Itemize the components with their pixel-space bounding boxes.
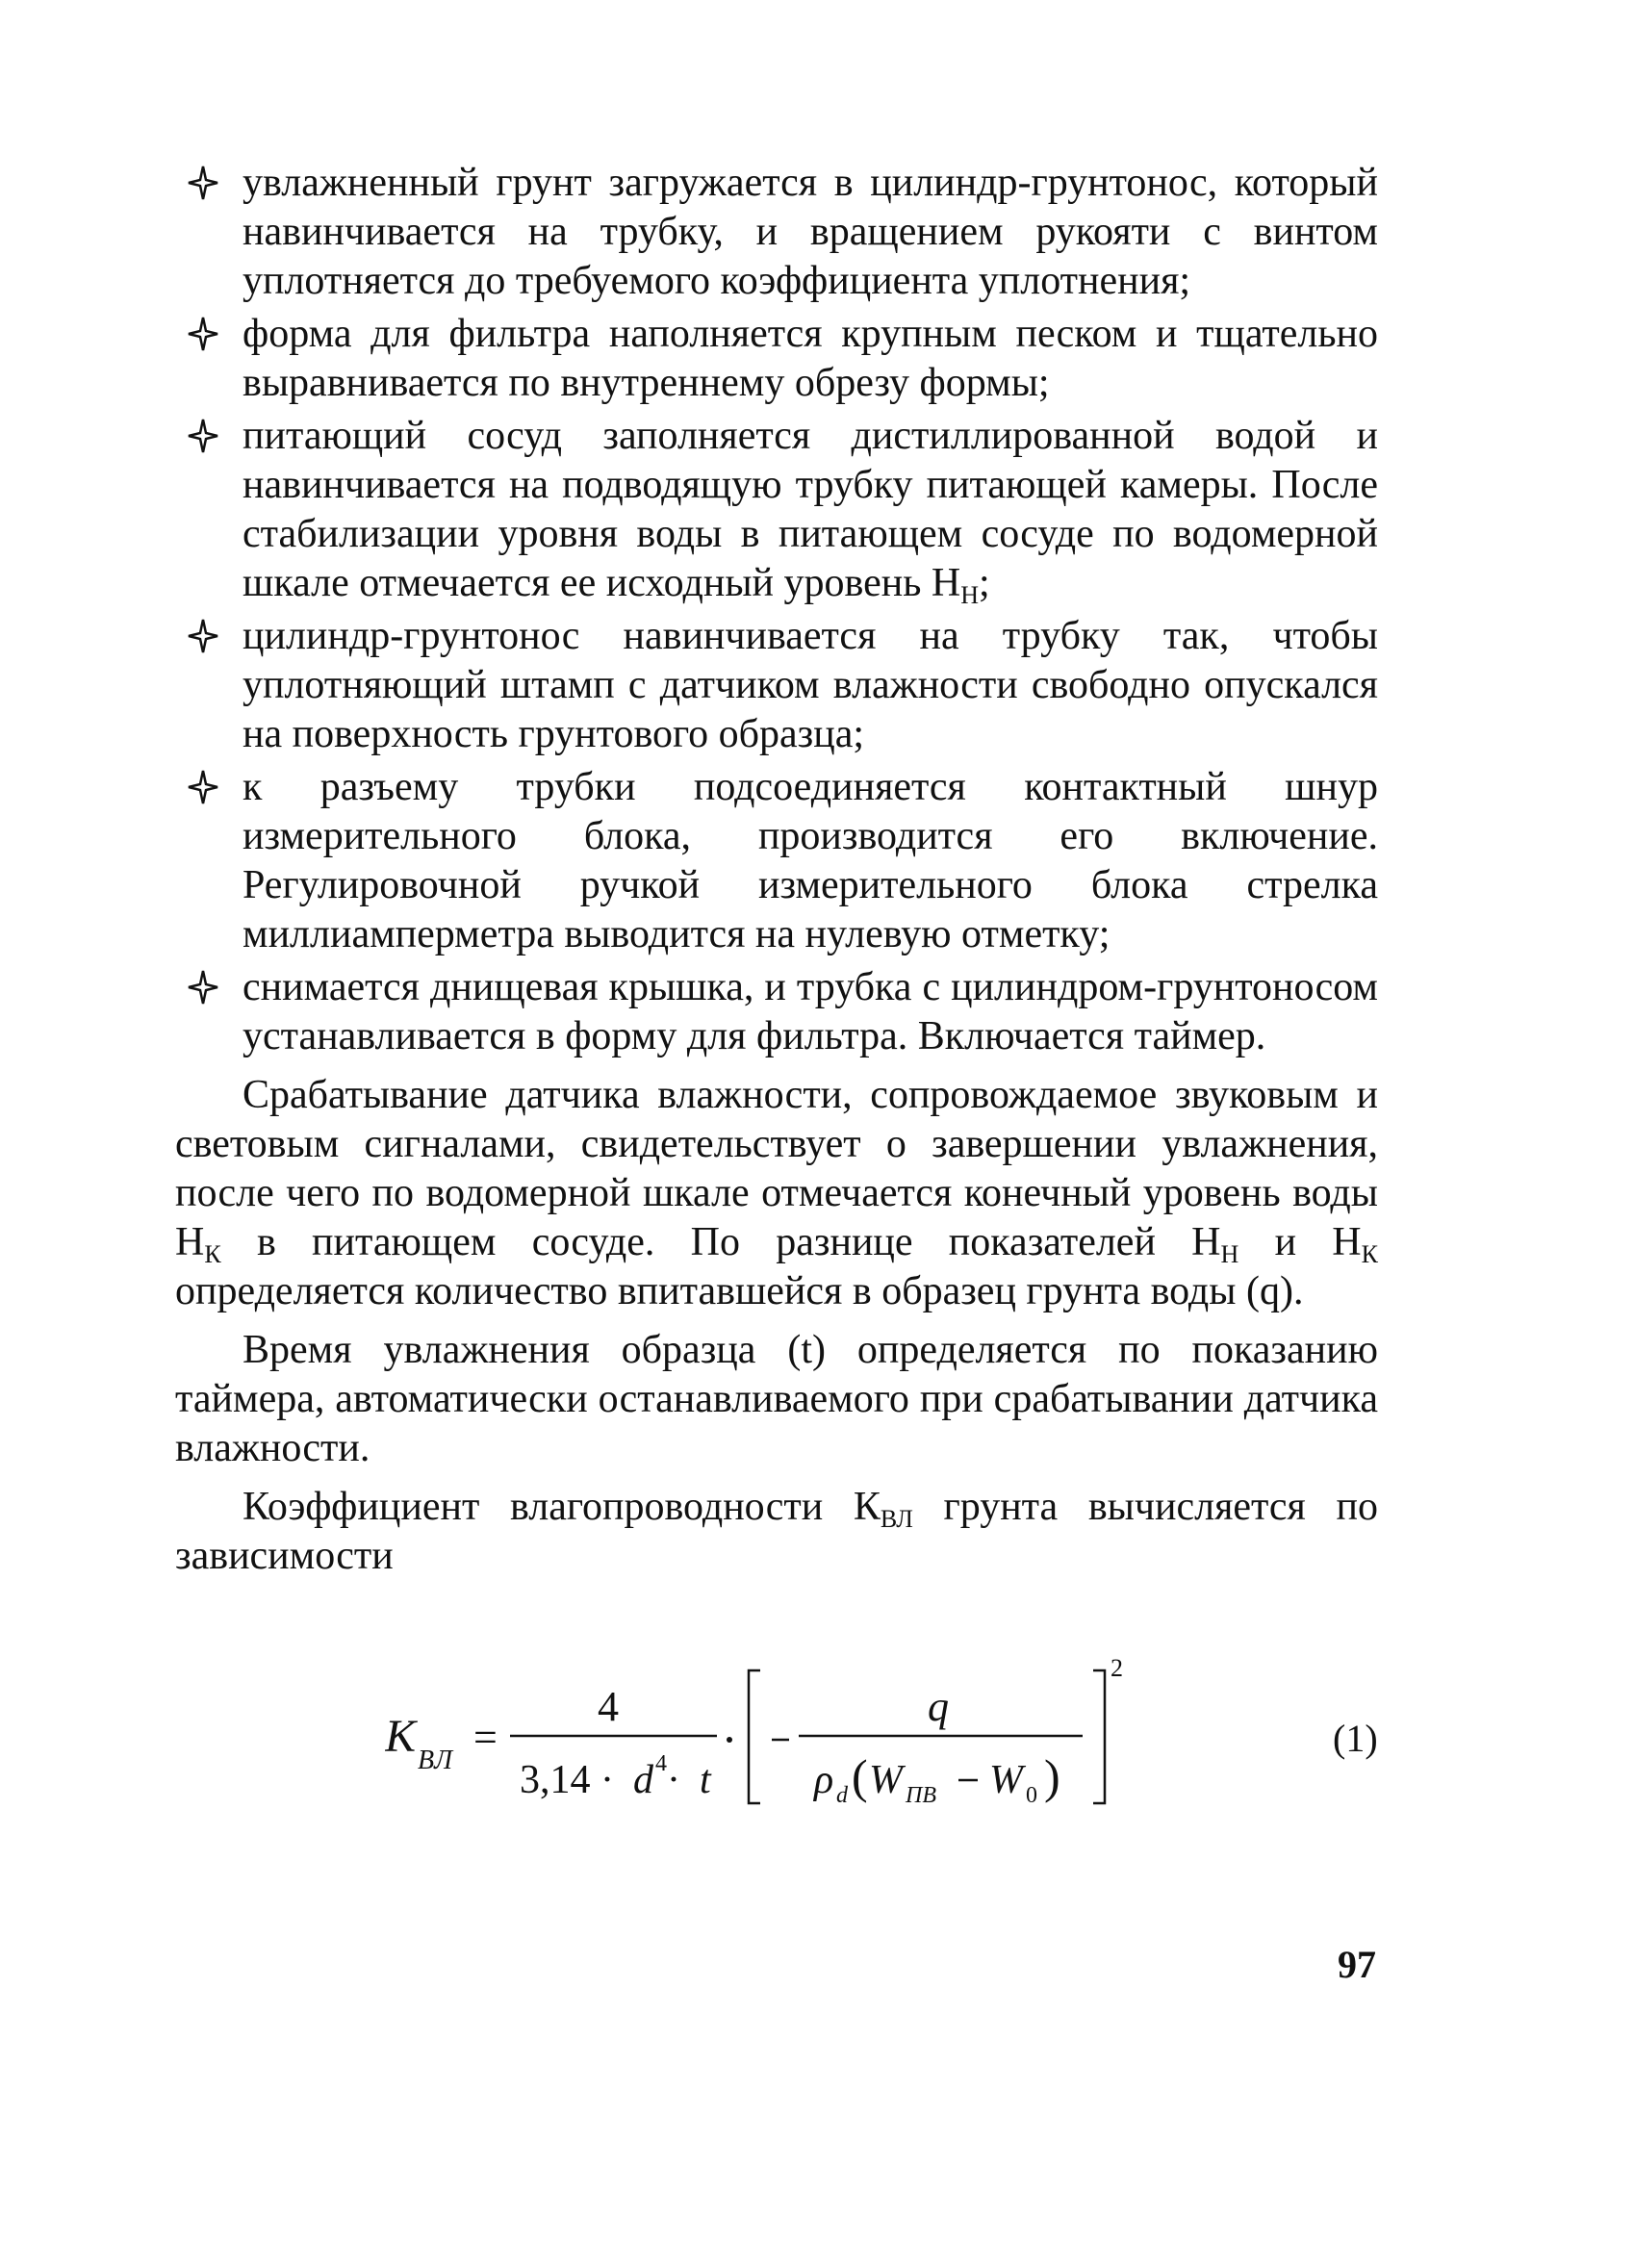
fraction2-numerator: q bbox=[928, 1683, 949, 1730]
diamond-bullet-icon bbox=[187, 418, 219, 454]
close-paren: ) bbox=[1044, 1749, 1060, 1803]
paragraph-text: грунта вычисляется по зависимости bbox=[175, 1485, 1378, 1578]
subscript: Н bbox=[1220, 1240, 1239, 1268]
paragraph bbox=[175, 1326, 1378, 1473]
bullet-text: форма для фильтра наполняется крупным песком и тщательно выравнивается по внутреннему обрезу формы; bbox=[243, 312, 1378, 405]
paragraph bbox=[175, 1071, 1378, 1316]
equation-number: (1) bbox=[1333, 1717, 1378, 1760]
paragraph bbox=[175, 1483, 1378, 1581]
subscript: ВЛ bbox=[880, 1505, 913, 1533]
w-pv: W bbox=[869, 1758, 903, 1802]
list-item bbox=[175, 159, 1378, 306]
list-item bbox=[175, 612, 1378, 759]
exponent: 2 bbox=[1111, 1654, 1123, 1682]
w-0: W bbox=[989, 1758, 1023, 1802]
bullet-list bbox=[175, 159, 1378, 1061]
body-text bbox=[175, 159, 1378, 1581]
bullet-text: питающий сосуд заполняется дистиллированной водой и навинчивается на подводящую трубку питающей камеры. После стабилизации уровня воды в питающем сосуде по водомерной шкале отмечается ее исходный уровень Н bbox=[243, 414, 1378, 605]
multiply-dot bbox=[727, 1737, 732, 1743]
rho-symbol: ρ bbox=[814, 1758, 834, 1802]
paragraph-text: Время увлажнения образца (t) определяется по показанию таймера, автоматически останавливаемого при срабатывании датчика влажности. bbox=[175, 1328, 1378, 1470]
diamond-bullet-icon bbox=[187, 969, 219, 1006]
subscript: К bbox=[204, 1240, 221, 1268]
fraction1-denominator-power: 4 bbox=[655, 1751, 667, 1776]
diamond-bullet-icon bbox=[187, 618, 219, 654]
paragraph-text: и Н bbox=[1238, 1220, 1362, 1264]
formula-lhs: К bbox=[385, 1711, 416, 1762]
page-number: 97 bbox=[1338, 1943, 1376, 1986]
fraction1-numerator: 4 bbox=[598, 1683, 619, 1730]
fraction1-denominator-b: · bbox=[667, 1758, 680, 1802]
bullet-text: увлажненный грунт загружается в цилиндр-грунтонос, который навинчивается на трубку, и вращением рукояти с винтом уплотняется до требуемого коэффициента уплотнения; bbox=[243, 161, 1378, 303]
rho-subscript: d bbox=[836, 1783, 848, 1808]
w-pv-subscript: ПВ bbox=[906, 1783, 936, 1808]
bullet-text: цилиндр-грунтонос навинчивается на трубку так, чтобы уплотняющий штамп с датчиком влажности свободно опускался на поверхность грунтового образца; bbox=[243, 614, 1378, 756]
bullet-text: к разъему трубки подсоединяется контактный шнур измерительного блока, производится его включение. Регулировочной ручкой измерительного блока стрелка миллиамперметра выводится на нулевую отметку; bbox=[243, 765, 1378, 956]
paragraph-text: в питающем сосуде. По разнице показателей Н bbox=[220, 1220, 1221, 1264]
list-item bbox=[175, 412, 1378, 608]
bullet-text: снимается днищевая крышка, и трубка с цилиндром-грунтоносом устанавливается в форму для фильтра. Включается таймер. bbox=[243, 965, 1378, 1058]
formula bbox=[385, 1653, 1395, 1822]
left-bracket bbox=[749, 1670, 760, 1803]
fraction1-denominator-a: 3,14 · bbox=[520, 1758, 614, 1802]
open-paren: ( bbox=[852, 1749, 868, 1803]
paragraph-text: определяется количество впитавшейся в образец грунта воды (q). bbox=[175, 1269, 1304, 1313]
subscript: К bbox=[1361, 1240, 1378, 1268]
right-bracket bbox=[1093, 1670, 1105, 1803]
equals-sign: = bbox=[473, 1714, 498, 1761]
list-item bbox=[175, 763, 1378, 959]
paragraph-text: Коэффициент влагопроводности К bbox=[243, 1485, 881, 1529]
formula-lhs-subscript: ВЛ bbox=[418, 1746, 453, 1775]
list-item bbox=[175, 963, 1378, 1061]
diamond-bullet-icon bbox=[187, 769, 219, 805]
w-0-subscript: 0 bbox=[1026, 1783, 1037, 1808]
paragraph-text: Срабатывание датчика влажности, сопровождаемое звуковым и световым сигналами, свидетельствует о завершении увлажнения, после чего по водомерной шкале отмечается конечный уровень воды Н bbox=[175, 1073, 1378, 1264]
fraction1-denominator-d: d bbox=[633, 1758, 653, 1802]
diamond-bullet-icon bbox=[187, 165, 219, 201]
subscript: Н bbox=[960, 581, 979, 609]
list-item bbox=[175, 310, 1378, 408]
bullet-text-tail: ; bbox=[978, 561, 990, 605]
fraction1-denominator-t: t bbox=[700, 1758, 711, 1802]
diamond-bullet-icon bbox=[187, 316, 219, 352]
